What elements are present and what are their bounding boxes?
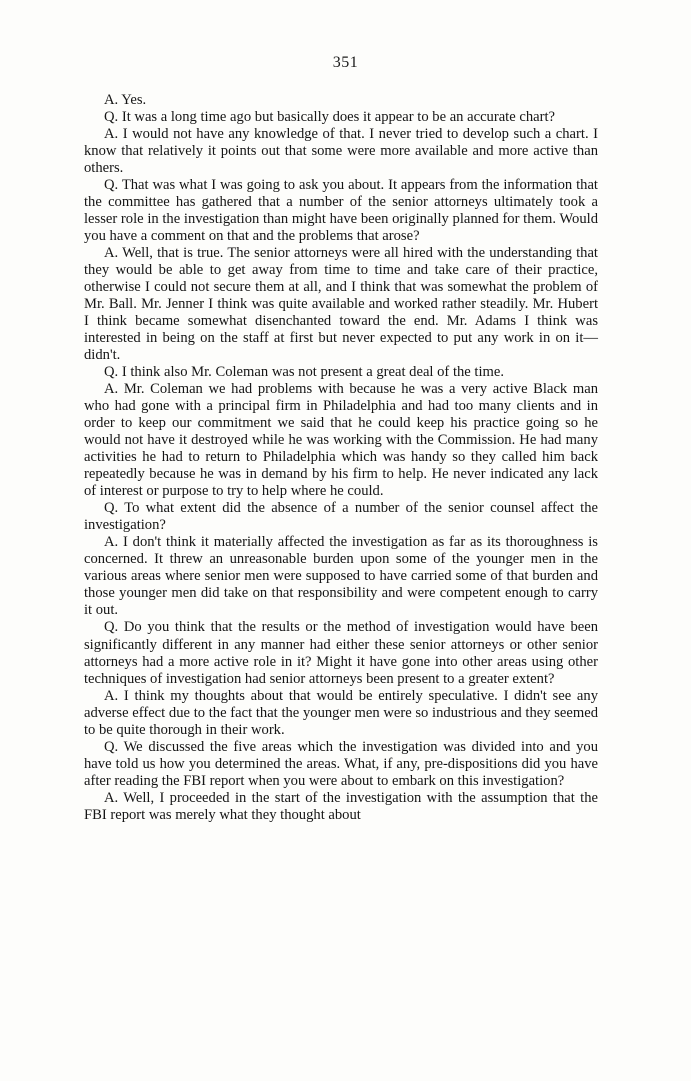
paragraph: A. I think my thoughts about that would be entirely speculative. I didn't see any adverse effect due to the fact that the younger men were so industrious and they seemed to be quite thorough in their work. xyxy=(84,687,598,738)
body-text xyxy=(84,92,598,824)
paragraph: A. Yes. xyxy=(104,92,147,108)
paragraph: A. I would not have any knowledge of that. I never tried to develop such a chart. I know that relatively it points out that some were more available and more active than others. xyxy=(84,126,598,177)
paragraph: Q. I think also Mr. Coleman was not present a great deal of the time. xyxy=(104,364,505,381)
paragraph: A. I don't think it materially affected the investigation as far as its thoroughness is concerned. It threw an unreasonable burden upon some of the younger men in the various areas where senior men were supposed to have carried some of that burden and those younger men did take on that responsibility and were competent enough to carry it out. xyxy=(84,534,598,619)
paragraph: A. Well, that is true. The senior attorneys were all hired with the understanding that they would be able to get away from time to time and take care of their practice, otherwise I could not secure them at all, and I think that was somewhat the problem of Mr. Ball. Mr. Jenner I think was quite available and worked rather steadily. Mr. Hubert I think became somewhat disenchanted toward the end. Mr. Adams I think was interested in being on the staff at first but never expected to put any work in on it—didn't. xyxy=(84,245,598,364)
page-number: 351 xyxy=(332,54,359,71)
paragraph: A. Mr. Coleman we had problems with because he was a very active Black man who had gone with a principal firm in Philadelphia and had too many clients and in order to keep our commitment we said that he could keep his practice going so he would not have it destroyed while he was working with the Commission. He had many activities he had to return to Philadelphia which was handy so they called him back repeatedly because he was in demand by his firm to help. He never indicated any lack of interest or purpose to try to help where he could. xyxy=(84,381,598,500)
paragraph: Q. It was a long time ago but basically does it appear to be an accurate chart? xyxy=(104,109,556,126)
paragraph: Q. We discussed the five areas which the investigation was divided into and you have told us how you determined the areas. What, if any, pre-dispositions did you have after reading the FBI report when you were about to embark on this investigation? xyxy=(84,738,598,789)
paragraph: Q. Do you think that the results or the method of investigation would have been significantly different in any manner had either these senior attorneys or other senior attorneys had a more active role in it? Might it have gone into other areas using other techniques of investigation had senior attorneys been present to a greater extent? xyxy=(84,619,598,687)
paragraph: Q. To what extent did the absence of a number of the senior counsel affect the investigation? xyxy=(84,500,598,534)
paragraph: A. Well, I proceeded in the start of the investigation with the assumption that the FBI report was merely what they thought about xyxy=(84,789,598,823)
paragraph: Q. That was what I was going to ask you about. It appears from the information that the committee has gathered that a number of the senior attorneys ultimately took a lesser role in the investigation than might have been originally planned for them. Would you have a comment on that and the problems that arose? xyxy=(84,177,598,245)
